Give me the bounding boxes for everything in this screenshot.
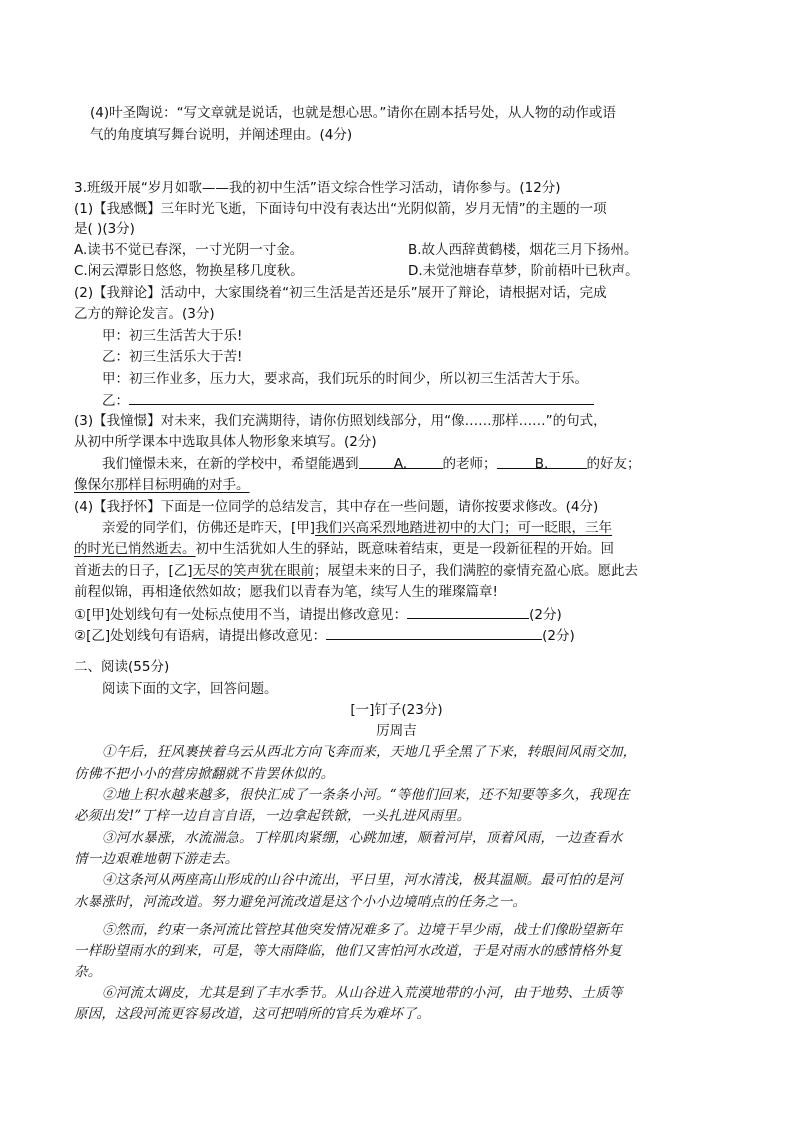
para-4-line-2: 水暴涨时，河流改道。努力避免河流改道是这个小小边境哨点的任务之一。: [74, 894, 527, 910]
answer-blank-a[interactable]: A.: [359, 454, 443, 469]
para-1-line-2: 仿佛不把小小的营房掀翻就不肯罢休似的。: [74, 766, 335, 782]
answer-blank-b[interactable]: B.: [497, 454, 587, 469]
sub-2-score: (2分): [542, 628, 575, 644]
q3-4-line-4: [74, 561, 744, 581]
q3-2-line-1: (2)【我辩论】活动中，大家围绕着“初三生活是苦还是乐”展开了辩论，请根据对话，完成: [74, 285, 607, 301]
q3-3-line-4: [74, 475, 474, 495]
q3-3-line-3: [102, 454, 742, 474]
speech-text-3: 首逝去的日子，[乙]: [74, 563, 193, 579]
dialogue-yi-2: [102, 390, 622, 411]
q3-title: 3.班级开展“岁月如歌——我的初中生活”语文综合性学习活动，请你参与。(12分): [74, 180, 561, 196]
para-6-line-1: ⑥河流太调皮，尤其是到了丰水季节。从山谷进入荒漠地带的小河，由于地势、土质等: [102, 985, 623, 1001]
article-author: 厉周吉: [376, 723, 417, 739]
q3-1-option-c: C.闲云潭影日悠悠，物换星移几度秋。: [74, 263, 304, 279]
model-sentence: 像保尔那样目标明确的对手。: [74, 477, 250, 493]
dialogue-jia-1: 甲：初三生活苦大于乐!: [102, 328, 243, 344]
reading-heading: 二、阅读(55分): [74, 659, 170, 675]
para-5-line-1: ⑤然而，约束一条河流比管控其他突发情况难多了。边境干旱少雨，战士们像盼望新年: [102, 922, 623, 938]
para-4-line-1: ④这条河从两座高山形成的山谷中流出，平日里，河水清浅，极其温顺。最可怕的是河: [102, 872, 623, 888]
q4-line-1: (4)叶圣陶说：“写文章就是说话，也就是想心思。”请你在剧本括号处，从人物的动作或语: [90, 105, 616, 121]
q3-1-option-b: B.故人西辞黄鹤楼，烟花三月下扬州。: [408, 242, 638, 258]
q3-4-sub-2: [74, 625, 744, 646]
reading-instruction: 阅读下面的文字，回答问题。: [102, 681, 278, 697]
speech-text-1: 亲爱的同学们，仿佛还是昨天，[甲]: [102, 520, 316, 536]
speech-text-2: 初中生活犹如人生的驿站，既意味着结束，更是一段新征程的开始。回: [195, 541, 614, 557]
answer-blank-sub-1[interactable]: [407, 604, 529, 619]
q3-3-line-1: (3)【我憧憬】对未来，我们充满期待，请你仿照划线部分，用“像……那样……”的句式，: [74, 413, 607, 429]
para-3-line-2: 情一边艰难地朝下游走去。: [74, 851, 239, 867]
para-1-line-1: ①午后，狂风裹挟着乌云从西北方向飞奔而来，天地几乎全黑了下来，转眼间风雨交加，: [102, 744, 637, 760]
underline-yi: 无尽的笑声犹在眼前: [192, 563, 315, 579]
answer-blank-sub-2[interactable]: [326, 625, 542, 640]
q3-3-text-b: 的老师；: [442, 456, 497, 472]
sub-1-text: ①[甲]处划线句有一处标点使用不当，请提出修改意见：: [74, 607, 408, 623]
q4-line-2: 气的角度填写舞台说明，并阐述理由。(4分): [90, 127, 353, 143]
para-5-line-2: 一样盼望雨水的到来，可是，等大雨降临，他们又害怕河水改道，于是对雨水的感情格外复: [74, 943, 622, 959]
dialogue-jia-2: 甲：初三作业多，压力大，要求高，我们玩乐的时间少，所以初三生活苦大于乐。: [102, 371, 588, 387]
answer-blank-yi[interactable]: [129, 390, 594, 405]
para-2-line-2: 必须出发!”丁梓一边自言自语，一边拿起铁锨，一头扎进风雨里。: [74, 808, 471, 824]
sub-1-score: (2分): [529, 607, 562, 623]
q3-1-line-1: (1)【我感慨】三年时光飞逝，下面诗句中没有表达出“光阴似箭，岁月无情”的主题的一项: [74, 201, 607, 217]
q3-1-option-d: D.未觉池塘春草梦，阶前梧叶已秋声。: [408, 263, 639, 279]
para-5-line-3: 杂。: [74, 964, 102, 980]
sub-2-text: ②[乙]处划线句有语病，请提出修改意见：: [74, 628, 327, 644]
q3-1-option-a: A.读书不觉已春深，一寸光阴一寸金。: [74, 242, 304, 258]
q3-4-line-5: 前程似锦，再相逢依然如故；愿我们以青春为笔，续写人生的璀璨篇章!: [74, 584, 498, 600]
q3-3-text-a: 我们憧憬未来，在新的学校中，希望能遇到: [102, 456, 359, 472]
dialogue-yi-1: 乙：初三生活乐大于苦!: [102, 349, 243, 365]
q3-2-line-2: 乙方的辩论发言。(3分): [74, 306, 215, 322]
q3-1-line-2: 是( )(3分): [74, 221, 135, 237]
q3-4-line-2: [102, 518, 742, 538]
q3-4-sub-1: [74, 604, 744, 625]
para-6-line-2: 原因，这段河流更容易改道，这可把哨所的官兵为难坏了。: [74, 1006, 431, 1022]
underline-jia-2: 的时光已悄然逝去。: [74, 541, 196, 557]
para-2-line-1: ②地上积水越来越多，很快汇成了一条条小河。“等他们回来，还不知要等多久，我现在: [102, 787, 630, 803]
q3-4-line-1: (4)【我抒怀】下面是一位同学的总结发言，其中存在一些问题，请你按要求修改。(4分): [74, 499, 599, 515]
q3-4-line-3: [74, 539, 744, 559]
speech-text-4: ；展望未来的日子，我们满腔的豪情充盈心底。愿此去: [314, 563, 639, 579]
dialogue-yi-2-label: 乙：: [102, 393, 129, 409]
article-title: [一]钉子(23分): [350, 702, 443, 718]
q3-3-line-2: 从初中所学课本中选取具体人物形象来填写。(2分): [74, 434, 377, 450]
q3-3-text-c: 的好友；: [586, 456, 641, 472]
underline-jia-1: 我们兴高采烈地踏进初中的大门；可一眨眼，三年: [315, 520, 613, 536]
para-3-line-1: ③河水暴涨，水流湍急。丁梓肌肉紧绷，心跳加速，顺着河岸，顶着风雨，一边查看水: [102, 830, 623, 846]
